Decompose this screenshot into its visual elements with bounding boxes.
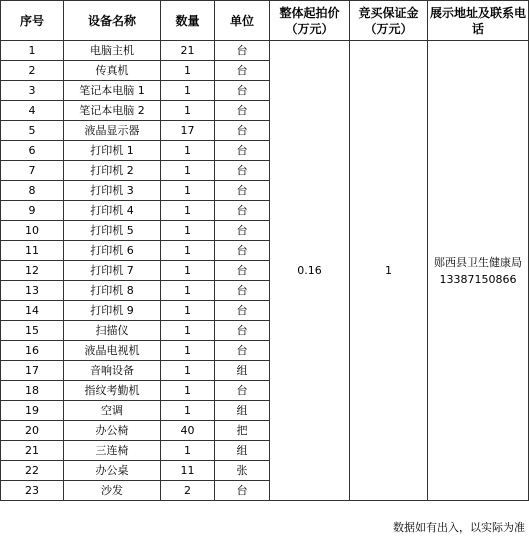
cell-unit: 台 xyxy=(215,241,270,261)
cell-name: 液晶显示器 xyxy=(64,121,161,141)
cell-name: 打印机 3 xyxy=(64,181,161,201)
cell-seq: 2 xyxy=(1,61,64,81)
cell-seq: 22 xyxy=(1,461,64,481)
cell-seq: 3 xyxy=(1,81,64,101)
cell-qty: 1 xyxy=(161,101,215,121)
header-quantity: 数量 xyxy=(161,1,215,41)
cell-unit: 台 xyxy=(215,201,270,221)
cell-name: 办公桌 xyxy=(64,461,161,481)
cell-name: 打印机 2 xyxy=(64,161,161,181)
cell-unit: 把 xyxy=(215,421,270,441)
header-deposit xyxy=(350,1,428,41)
cell-name: 打印机 4 xyxy=(64,201,161,221)
cell-qty: 40 xyxy=(161,421,215,441)
header-deposit-line1: 竞买保证金 xyxy=(358,5,419,20)
cell-name: 打印机 1 xyxy=(64,141,161,161)
cell-seq: 12 xyxy=(1,261,64,281)
cell-qty: 1 xyxy=(161,381,215,401)
cell-seq: 16 xyxy=(1,341,64,361)
contact-organization: 郧西县卫生健康局 xyxy=(434,255,522,269)
cell-name: 打印机 5 xyxy=(64,221,161,241)
header-contact: 展示地址及联系电话 xyxy=(428,1,529,41)
cell-qty: 21 xyxy=(161,41,215,61)
cell-name: 指纹考勤机 xyxy=(64,381,161,401)
cell-name: 沙发 xyxy=(64,481,161,501)
header-seq: 序号 xyxy=(1,1,64,41)
cell-unit: 台 xyxy=(215,61,270,81)
cell-name: 笔记本电脑 1 xyxy=(64,81,161,101)
cell-seq: 9 xyxy=(1,201,64,221)
cell-seq: 15 xyxy=(1,321,64,341)
cell-seq: 21 xyxy=(1,441,64,461)
header-starting-price-line2: （万元） xyxy=(285,21,334,36)
cell-unit: 台 xyxy=(215,121,270,141)
cell-unit: 台 xyxy=(215,181,270,201)
cell-qty: 1 xyxy=(161,81,215,101)
cell-unit: 台 xyxy=(215,281,270,301)
cell-qty: 1 xyxy=(161,201,215,221)
cell-name: 传真机 xyxy=(64,61,161,81)
header-starting-price xyxy=(270,1,350,41)
header-unit: 单位 xyxy=(215,1,270,41)
cell-name: 笔记本电脑 2 xyxy=(64,101,161,121)
cell-seq: 13 xyxy=(1,281,64,301)
cell-qty: 1 xyxy=(161,141,215,161)
cell-name: 电脑主机 xyxy=(64,41,161,61)
cell-seq: 14 xyxy=(1,301,64,321)
cell-name: 音响设备 xyxy=(64,361,161,381)
cell-seq: 7 xyxy=(1,161,64,181)
cell-name: 打印机 7 xyxy=(64,261,161,281)
cell-unit: 组 xyxy=(215,361,270,381)
cell-unit: 台 xyxy=(215,141,270,161)
cell-qty: 1 xyxy=(161,321,215,341)
cell-qty: 1 xyxy=(161,281,215,301)
cell-unit: 台 xyxy=(215,481,270,501)
table-row xyxy=(1,41,529,61)
cell-seq: 4 xyxy=(1,101,64,121)
cell-qty: 17 xyxy=(161,121,215,141)
cell-seq: 5 xyxy=(1,121,64,141)
cell-unit: 台 xyxy=(215,221,270,241)
cell-qty: 1 xyxy=(161,221,215,241)
cell-seq: 1 xyxy=(1,41,64,61)
contact-info xyxy=(428,41,529,501)
cell-qty: 1 xyxy=(161,61,215,81)
starting-price-value: 0.16 xyxy=(270,41,350,501)
cell-qty: 1 xyxy=(161,261,215,281)
cell-qty: 1 xyxy=(161,161,215,181)
cell-seq: 17 xyxy=(1,361,64,381)
cell-name: 打印机 8 xyxy=(64,281,161,301)
cell-seq: 23 xyxy=(1,481,64,501)
cell-name: 扫描仪 xyxy=(64,321,161,341)
cell-name: 液晶电视机 xyxy=(64,341,161,361)
cell-qty: 1 xyxy=(161,361,215,381)
table-body xyxy=(1,41,529,501)
cell-seq: 20 xyxy=(1,421,64,441)
cell-unit: 台 xyxy=(215,381,270,401)
cell-unit: 组 xyxy=(215,401,270,421)
cell-qty: 11 xyxy=(161,461,215,481)
footnote: 数据如有出入，以实际为准 xyxy=(393,521,525,534)
cell-unit: 台 xyxy=(215,301,270,321)
header-device-name: 设备名称 xyxy=(64,1,161,41)
cell-unit: 台 xyxy=(215,321,270,341)
cell-unit: 台 xyxy=(215,41,270,61)
cell-unit: 组 xyxy=(215,441,270,461)
cell-qty: 1 xyxy=(161,441,215,461)
header-starting-price-line1: 整体起拍价 xyxy=(279,5,340,20)
cell-qty: 1 xyxy=(161,241,215,261)
cell-seq: 10 xyxy=(1,221,64,241)
cell-name: 办公椅 xyxy=(64,421,161,441)
cell-qty: 1 xyxy=(161,181,215,201)
cell-unit: 台 xyxy=(215,81,270,101)
cell-unit: 台 xyxy=(215,341,270,361)
cell-qty: 1 xyxy=(161,301,215,321)
cell-unit: 台 xyxy=(215,261,270,281)
cell-name: 空调 xyxy=(64,401,161,421)
cell-seq: 18 xyxy=(1,381,64,401)
cell-unit: 张 xyxy=(215,461,270,481)
deposit-value: 1 xyxy=(350,41,428,501)
cell-qty: 2 xyxy=(161,481,215,501)
cell-unit: 台 xyxy=(215,161,270,181)
cell-qty: 1 xyxy=(161,341,215,361)
cell-seq: 19 xyxy=(1,401,64,421)
table-header-row xyxy=(1,1,529,41)
cell-seq: 8 xyxy=(1,181,64,201)
header-deposit-line2: （万元） xyxy=(364,21,413,36)
cell-seq: 11 xyxy=(1,241,64,261)
cell-name: 打印机 9 xyxy=(64,301,161,321)
cell-name: 打印机 6 xyxy=(64,241,161,261)
contact-phone: 13387150866 xyxy=(439,272,517,286)
cell-seq: 6 xyxy=(1,141,64,161)
cell-qty: 1 xyxy=(161,401,215,421)
cell-unit: 台 xyxy=(215,101,270,121)
cell-name: 三连椅 xyxy=(64,441,161,461)
